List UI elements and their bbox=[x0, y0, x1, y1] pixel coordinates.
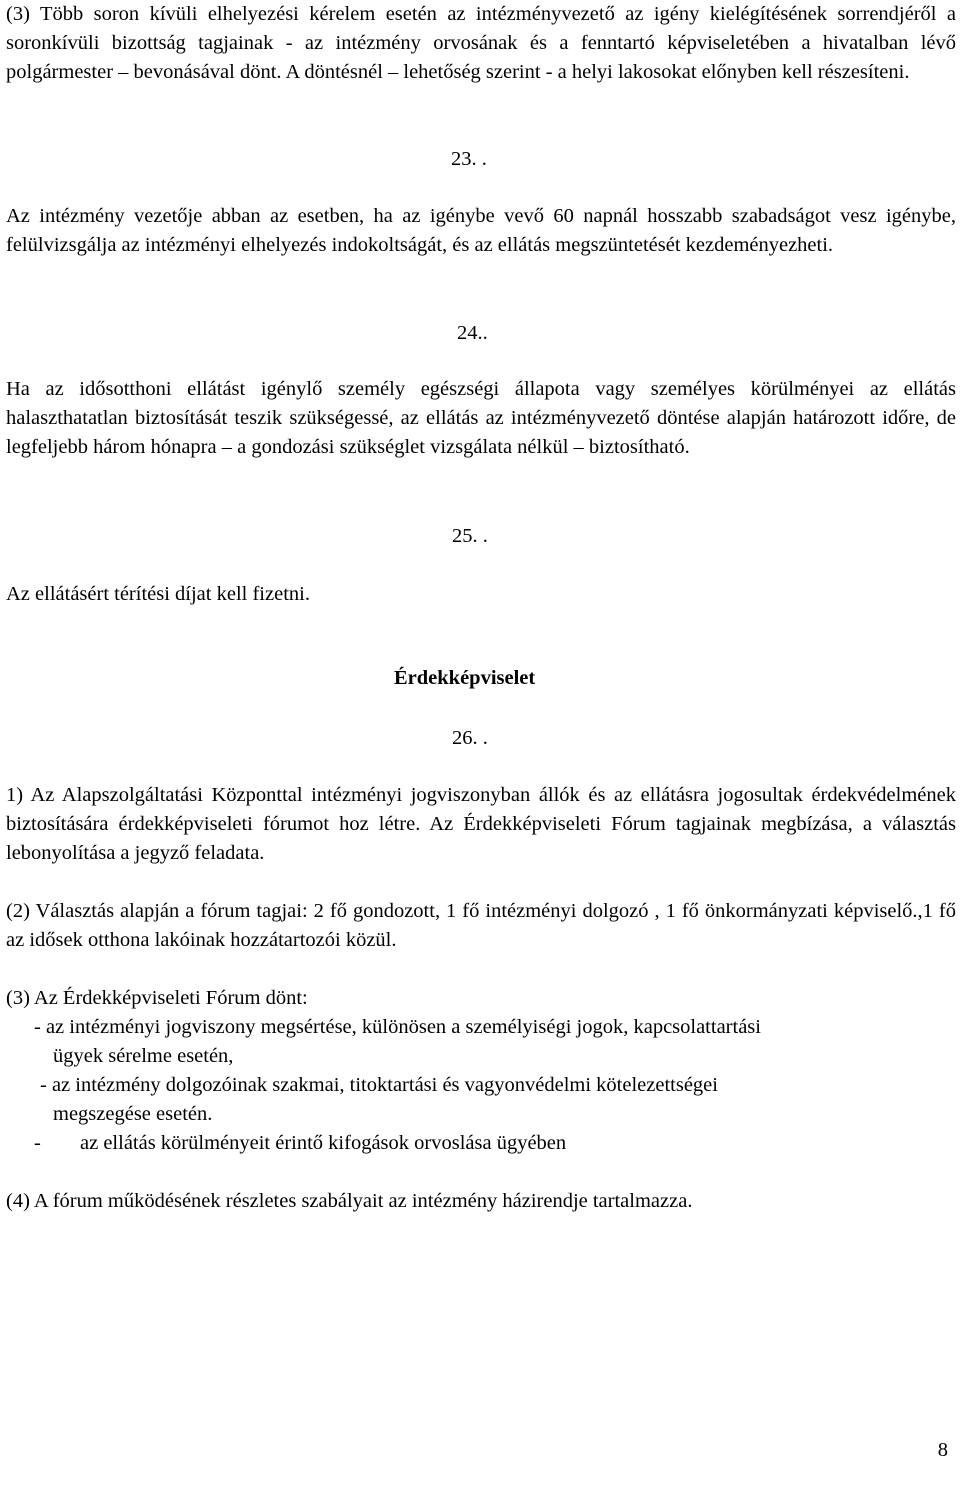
list-item-2-line-2: megszegése esetén. bbox=[53, 1103, 213, 1125]
paragraph-22-3 bbox=[6, 0, 956, 87]
paragraph-text: Ha az idősotthoni ellátást igénylő személy egészségi állapota vagy személyes körülményei az ellátás halaszthatatlan biztosítását teszik szükségessé, az ellátás az intézményvezető döntése alapján határozott időre, de legfeljebb három hónapra – a gondozási szükséglet vizsgálata nélkül – biztosítható. bbox=[6, 378, 956, 458]
paragraph-text: Az intézmény vezetője abban az esetben, ha az igénybe vevő 60 napnál hosszabb szabadságot vesz igénybe, felülvizsgálja az intézményi elhelyezés indokoltságát, és az ellátás megszüntetését kezdeményezheti. bbox=[6, 205, 956, 256]
heading-erdekkepviselet: Érdekképviselet bbox=[394, 667, 536, 689]
section-26-paragraph-1 bbox=[6, 781, 956, 868]
page-number: 8 bbox=[937, 1439, 948, 1461]
section-number-23: 23. . bbox=[451, 148, 487, 170]
list-item-2-line-1: - az intézmény dolgozóinak szakmai, titoktartási és vagyonvédelmi kötelezettségei bbox=[40, 1074, 718, 1096]
section-25-body bbox=[6, 580, 956, 609]
list-item-1-line-2: ügyek sérelme esetén, bbox=[53, 1045, 234, 1067]
list-item-3-text: az ellátás körülményeit érintő kifogások orvoslása ügyében bbox=[80, 1132, 567, 1154]
list-dash: - bbox=[34, 1132, 41, 1154]
section-26-paragraph-2 bbox=[6, 897, 956, 955]
paragraph-text: (4) A fórum működésének részletes szabályait az intézmény házirendje tartalmazza. bbox=[6, 1190, 693, 1212]
list-intro: (3) Az Érdekképviseleti Fórum dönt: bbox=[6, 987, 308, 1009]
section-26-paragraph-4 bbox=[6, 1187, 956, 1216]
section-number-24: 24.. bbox=[457, 322, 488, 344]
section-23-body bbox=[6, 202, 956, 260]
section-number-26: 26. . bbox=[452, 727, 488, 749]
list-item-3 bbox=[6, 1129, 956, 1158]
document-page bbox=[6, 0, 956, 1488]
list-item-1-line-1: - az intézményi jogviszony megsértése, különösen a személyiségi jogok, kapcsolattartási bbox=[34, 1016, 761, 1038]
section-26-paragraph-3 bbox=[6, 984, 956, 1158]
paragraph-text: 1) Az Alapszolgáltatási Központtal intézményi jogviszonyban állók és az ellátásra jogosultak érdekvédelmének biztosítására érdekképviseleti fórumot hoz létre. Az Érdekképviseleti Fórum tagjainak megbízása, a választás lebonyolítása a jegyző feladata. bbox=[6, 784, 956, 864]
section-24-body bbox=[6, 375, 956, 462]
paragraph-text: (3) Több soron kívüli elhelyezési kérelem esetén az intézményvezető az igény kielégítésének sorrendjéről a soronkívüli bizottság tagjainak - az intézmény orvosának és a fenntartó képviseletében a hivatalban lévő polgármester – bevonásával dönt. A döntésnél – lehetőség szerint - a helyi lakosokat előnyben kell részesíteni. bbox=[6, 3, 956, 83]
paragraph-text: Az ellátásért térítési díjat kell fizetni. bbox=[6, 583, 310, 605]
section-number-25: 25. . bbox=[452, 525, 488, 547]
paragraph-text: (2) Választás alapján a fórum tagjai: 2 fő gondozott, 1 fő intézményi dolgozó , 1 fő önkormányzati képviselő.,1 fő az idősek otthona lakóinak hozzátartozói közül. bbox=[6, 900, 956, 951]
